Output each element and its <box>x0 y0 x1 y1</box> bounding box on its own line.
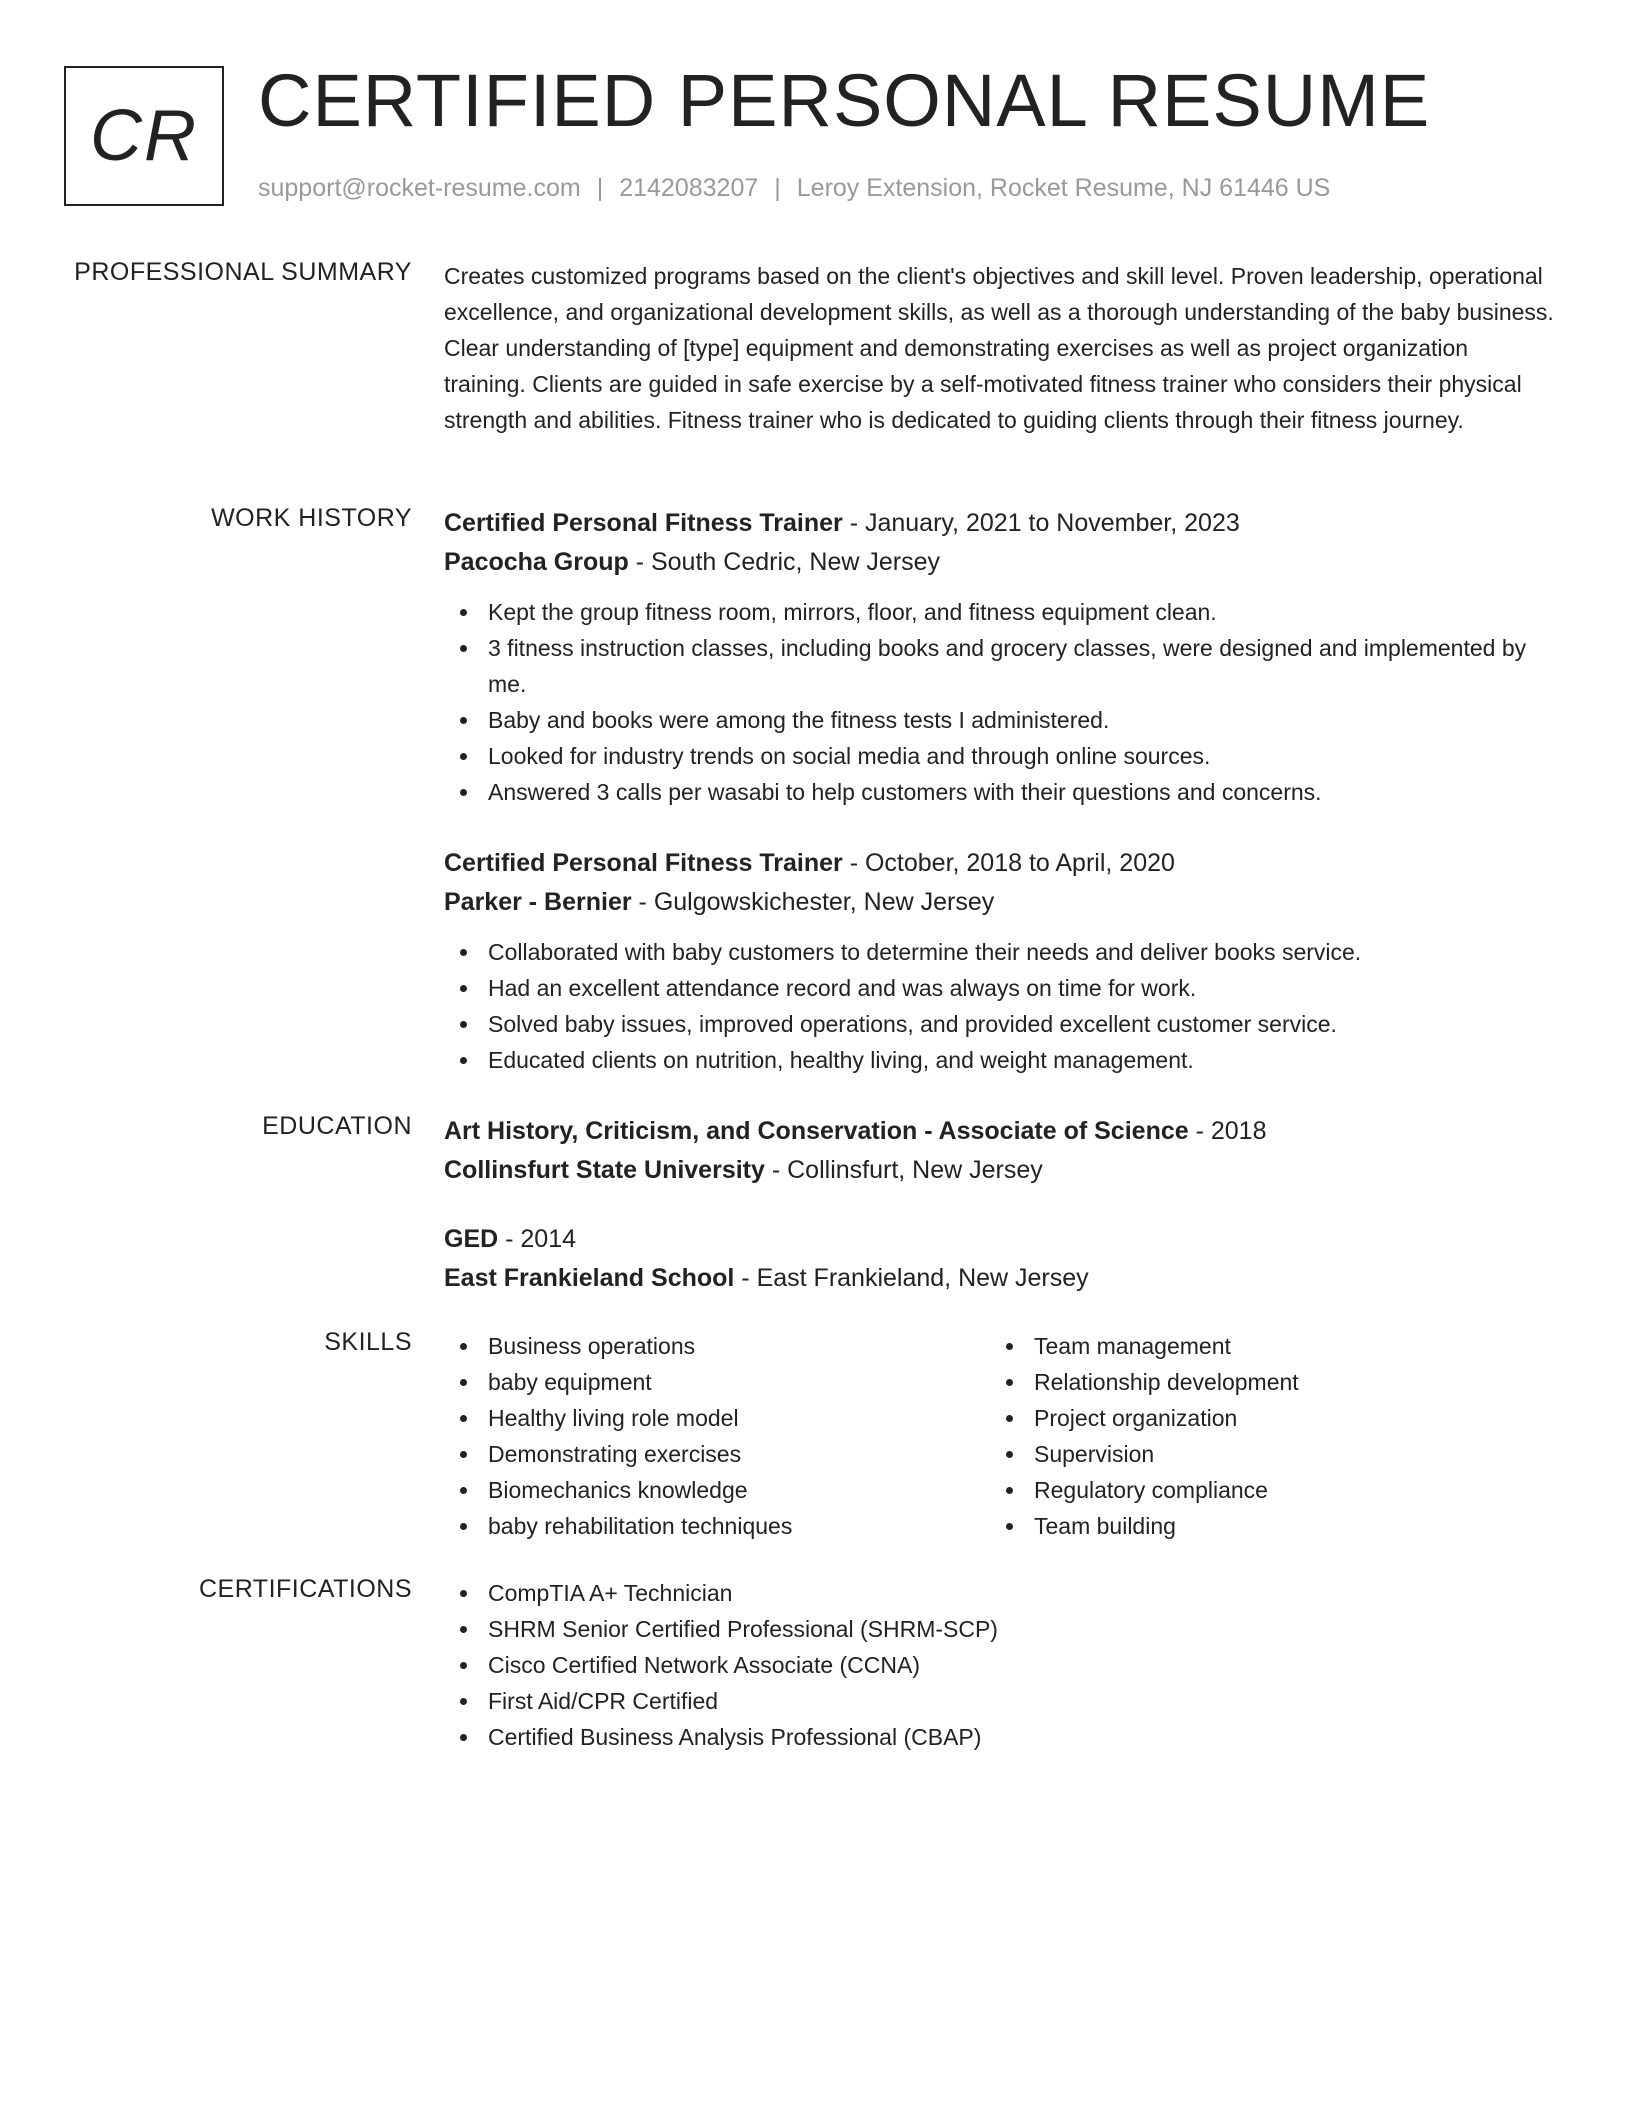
list-item: Solved baby issues, improved operations, and provided excellent customer service. <box>444 1006 1556 1042</box>
monogram-initials: CR <box>90 96 198 176</box>
skills-column-right <box>990 1328 1536 1544</box>
degree: Art History, Criticism, and Conservation - Associate of Science <box>444 1117 1189 1145</box>
skills-body <box>444 1328 1556 1544</box>
list-item: Team management <box>990 1328 1536 1364</box>
school-line <box>444 1259 1556 1298</box>
resume-title: CERTIFIED PERSONAL RESUME <box>258 59 1431 142</box>
certifications-list <box>444 1575 1556 1755</box>
section-label: CERTIFICATIONS <box>198 1575 412 1603</box>
job-bullets <box>444 934 1556 1078</box>
job-title: Certified Personal Fitness Trainer <box>444 509 843 537</box>
summary-text: Creates customized programs based on the client's objectives and skill level. Proven leadership, operational excellence, and organizational development skills, as well as a thorough understanding of the baby business. Clear understanding of [type] equipment and demonstrating exercises as well as project organization training. Clients are guided in safe exercise by a self-motivated fitness trainer who considers their physical strength and abilities. Fitness trainer who is dedicated to guiding clients through their fitness journey. <box>444 263 1554 433</box>
degree: GED <box>444 1225 499 1253</box>
list-item: Kept the group fitness room, mirrors, floor, and fitness equipment clean. <box>444 594 1556 630</box>
skills-column-left <box>444 1328 990 1544</box>
section-label: SKILLS <box>324 1328 412 1356</box>
job-company: Pacocha Group <box>444 548 629 576</box>
school-location: - Collinsfurt, New Jersey <box>764 1156 1043 1184</box>
job-location: - South Cedric, New Jersey <box>628 548 940 576</box>
job-bullets <box>444 594 1556 810</box>
list-item: Business operations <box>444 1328 990 1364</box>
job-company-line <box>444 883 1556 922</box>
school: East Frankieland School <box>444 1264 735 1292</box>
list-item: baby equipment <box>444 1364 990 1400</box>
list-item: Team building <box>990 1508 1536 1544</box>
list-item: Relationship development <box>990 1364 1536 1400</box>
list-item: Regulatory compliance <box>990 1472 1536 1508</box>
list-item: Certified Business Analysis Professional (CBAP) <box>444 1719 1556 1755</box>
job-company: Parker - Bernier <box>444 888 632 916</box>
list-item: CompTIA A+ Technician <box>444 1575 1556 1611</box>
education-entry <box>444 1112 1556 1190</box>
list-item: Biomechanics knowledge <box>444 1472 990 1508</box>
degree-line <box>444 1220 1556 1259</box>
list-item: Answered 3 calls per wasabi to help customers with their questions and concerns. <box>444 774 1556 810</box>
job-title-line <box>444 504 1556 543</box>
education-body <box>444 1112 1556 1328</box>
section-label: PROFESSIONAL SUMMARY <box>74 258 412 286</box>
job-entry <box>444 844 1556 1078</box>
job-entry <box>444 504 1556 810</box>
degree-line <box>444 1112 1556 1151</box>
job-location: - Gulgowskichester, New Jersey <box>631 888 995 916</box>
contact-line <box>258 174 1330 203</box>
contact-separator: | <box>596 174 604 202</box>
monogram-box <box>64 66 224 206</box>
degree-year: - 2014 <box>498 1225 577 1253</box>
contact-email: support@rocket-resume.com <box>258 174 581 202</box>
school-line <box>444 1151 1556 1190</box>
section-label: EDUCATION <box>262 1112 412 1140</box>
list-item: SHRM Senior Certified Professional (SHRM-SCP) <box>444 1611 1556 1647</box>
list-item: Educated clients on nutrition, healthy living, and weight management. <box>444 1042 1556 1078</box>
job-dates: - January, 2021 to November, 2023 <box>842 509 1240 537</box>
summary-body <box>444 258 1556 438</box>
work-history-body <box>444 504 1556 1112</box>
contact-separator: | <box>774 174 781 202</box>
skills-grid <box>444 1328 1556 1544</box>
job-company-line <box>444 543 1556 582</box>
list-item: Cisco Certified Network Associate (CCNA) <box>444 1647 1556 1683</box>
contact-phone: 2142083207 <box>619 174 759 202</box>
list-item: Looked for industry trends on social media and through online sources. <box>444 738 1556 774</box>
job-dates: - October, 2018 to April, 2020 <box>842 849 1175 877</box>
list-item: baby rehabilitation techniques <box>444 1508 990 1544</box>
contact-address: Leroy Extension, Rocket Resume, NJ 61446 US <box>796 174 1331 202</box>
list-item: Had an excellent attendance record and was always on time for work. <box>444 970 1556 1006</box>
school: Collinsfurt State University <box>444 1156 765 1184</box>
degree-year: - 2018 <box>1188 1117 1267 1145</box>
certifications-body <box>444 1575 1556 1755</box>
list-item: First Aid/CPR Certified <box>444 1683 1556 1719</box>
list-item: Collaborated with baby customers to determine their needs and deliver books service. <box>444 934 1556 970</box>
job-title: Certified Personal Fitness Trainer <box>444 849 843 877</box>
list-item: Project organization <box>990 1400 1536 1436</box>
job-title-line <box>444 844 1556 883</box>
list-item: Healthy living role model <box>444 1400 990 1436</box>
list-item: Demonstrating exercises <box>444 1436 990 1472</box>
list-item: Supervision <box>990 1436 1536 1472</box>
list-item: 3 fitness instruction classes, including books and grocery classes, were designed and implemented by me. <box>444 630 1556 702</box>
education-entry <box>444 1220 1556 1298</box>
section-label: WORK HISTORY <box>211 504 412 532</box>
list-item: Baby and books were among the fitness tests I administered. <box>444 702 1556 738</box>
school-location: - East Frankieland, New Jersey <box>734 1264 1089 1292</box>
